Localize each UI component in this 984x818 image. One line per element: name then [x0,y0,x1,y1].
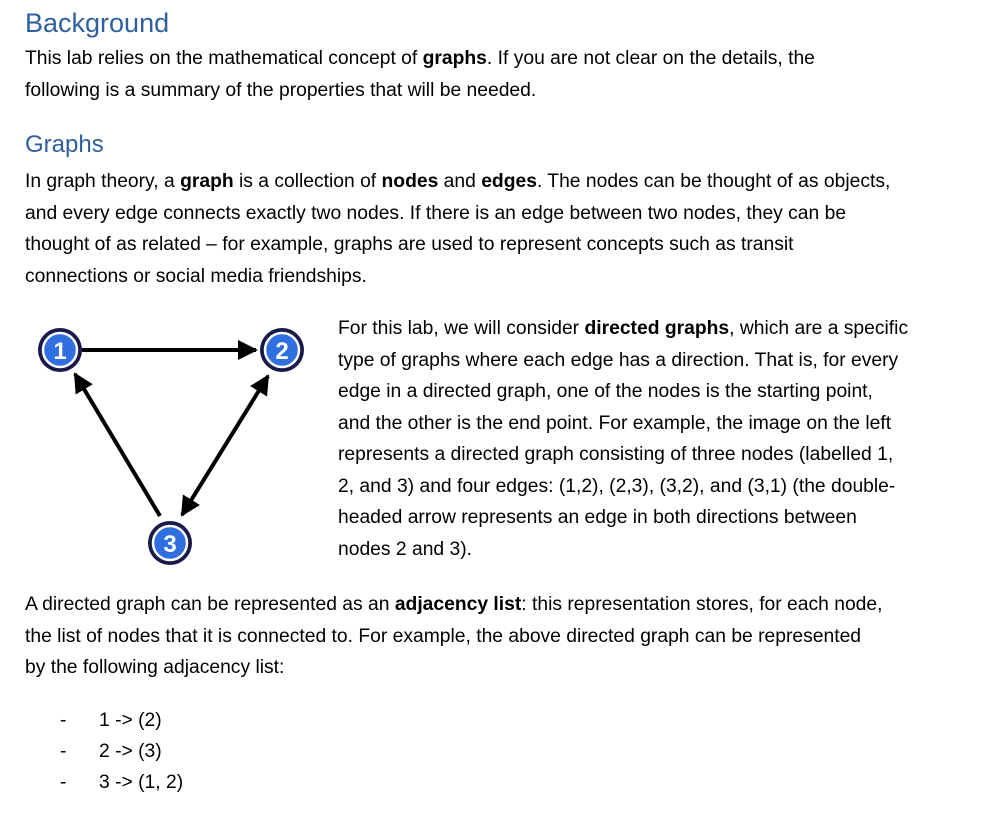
text-line: 2, and 3) and four edges: (1,2), (2,3), (3,2), and (3,1) (the double- [338,475,896,497]
directed-graph-paragraph [338,313,958,565]
list-item-text: 1 -> (2) [99,710,162,731]
text-line: and every edge connects exactly two nodes. If there is an edge between two nodes, they can be [25,202,847,224]
text-line: type of graphs where each edge has a direction. That is, for every [338,349,899,371]
text-line: For this lab, we will consider directed graphs, which are a specific [338,318,909,339]
adjacency-list [55,705,183,798]
text-line: edge in a directed graph, one of the nodes is the starting point, [338,381,873,402]
text-line: In graph theory, a graph is a collection of nodes and edges. The nodes can be thought of as objects, [25,171,891,192]
edge-3-1 [75,374,160,516]
text-line: This lab relies on the mathematical concept of graphs. If you are not clear on the details, the [25,48,815,69]
graphs-heading: Graphs [25,131,104,158]
list-item-text: 2 -> (3) [99,741,162,762]
node-2-label: 2 [275,338,289,365]
node-3-label: 3 [163,531,177,558]
edge-2-3-3-2 [182,376,268,515]
bullet-dash: - [60,772,67,793]
bullet-dash: - [60,710,67,731]
text-line: following is a summary of the properties that will be needed. [25,79,537,101]
text-line: nodes 2 and 3). [338,538,472,560]
list-item [55,767,183,798]
text-line: represents a directed graph consisting of three nodes (labelled 1, [338,444,894,465]
text-line: thought of as related – for example, graphs are used to represent concepts such as transit [25,234,794,255]
list-item [55,705,183,736]
text-line: and the other is the end point. For example, the image on the left [338,412,892,434]
text-line: connections or social media friendships. [25,265,367,287]
node-1 [38,328,82,372]
background-heading: Background [25,8,170,38]
list-item [55,736,183,767]
directed-graph-figure [30,318,320,568]
text-line: the list of nodes that it is connected to. For example, the above directed graph can be represented [25,625,862,647]
node-3 [148,521,192,565]
text-line: by the following adjacency list: [25,657,285,678]
background-paragraph [25,43,965,106]
adjacency-paragraph [25,589,965,684]
bullet-dash: - [60,741,67,762]
list-item-text: 3 -> (1, 2) [99,772,184,793]
text-line: A directed graph can be represented as an adjacency list: this representation stores, for each node, [25,594,883,615]
node-2 [260,328,304,372]
graphs-paragraph [25,166,965,292]
text-line: headed arrow represents an edge in both directions between [338,507,857,528]
node-1-label: 1 [53,338,67,365]
